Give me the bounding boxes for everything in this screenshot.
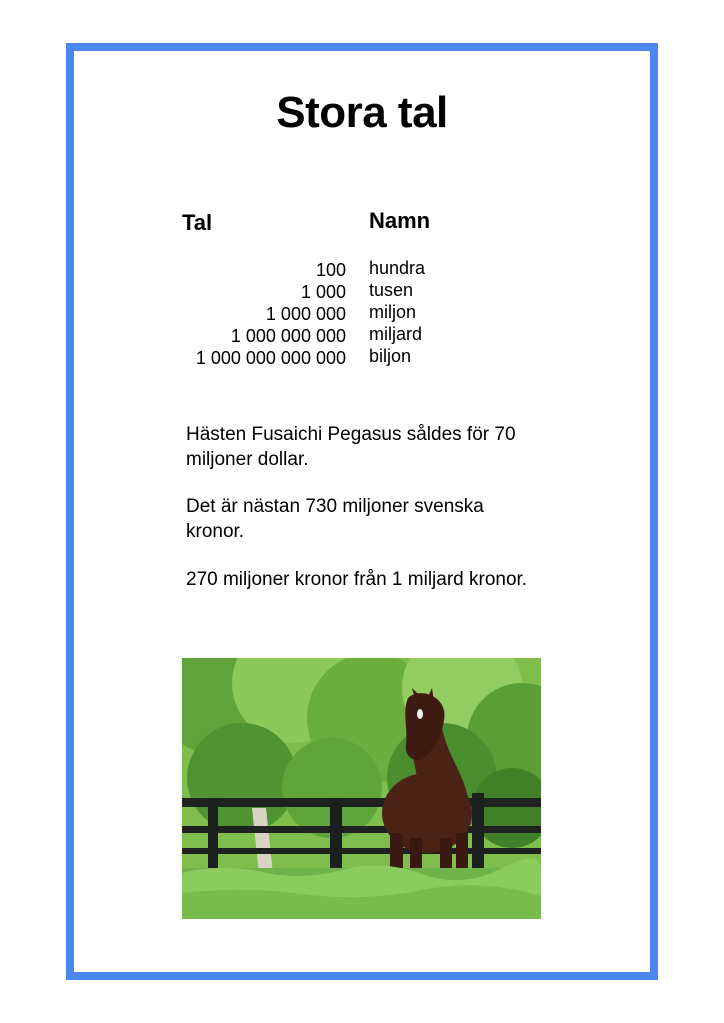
- name-cell: tusen: [369, 280, 414, 300]
- paragraph-horse-price: Hästen Fusaichi Pegasus såldes för 70 miljoner dollar.: [186, 424, 516, 470]
- name-cell: miljard: [369, 324, 423, 344]
- paragraph-sek-conversion: Det är nästan 730 miljoner svenska kronor.: [186, 496, 484, 542]
- name-column: [369, 257, 425, 367]
- name-cell: hundra: [369, 258, 426, 278]
- number-column: [150, 259, 346, 369]
- paragraph-difference: 270 miljoner kronor från 1 miljard kronor.: [186, 569, 528, 590]
- name-cell: miljon: [369, 302, 417, 322]
- header-namn: Namn: [369, 208, 431, 233]
- number-cell: 100: [315, 260, 346, 280]
- number-cell: 1 000: [300, 282, 346, 302]
- horse-photo-illustration: [182, 658, 541, 919]
- name-cell: biljon: [369, 346, 412, 366]
- number-cell: 1 000 000 000: [230, 326, 346, 346]
- number-cell: 1 000 000 000 000: [195, 348, 346, 368]
- header-tal: Tal: [182, 210, 213, 235]
- number-cell: 1 000 000: [265, 304, 346, 324]
- page-title: Stora tal: [276, 88, 448, 137]
- horse-photo: [182, 658, 541, 919]
